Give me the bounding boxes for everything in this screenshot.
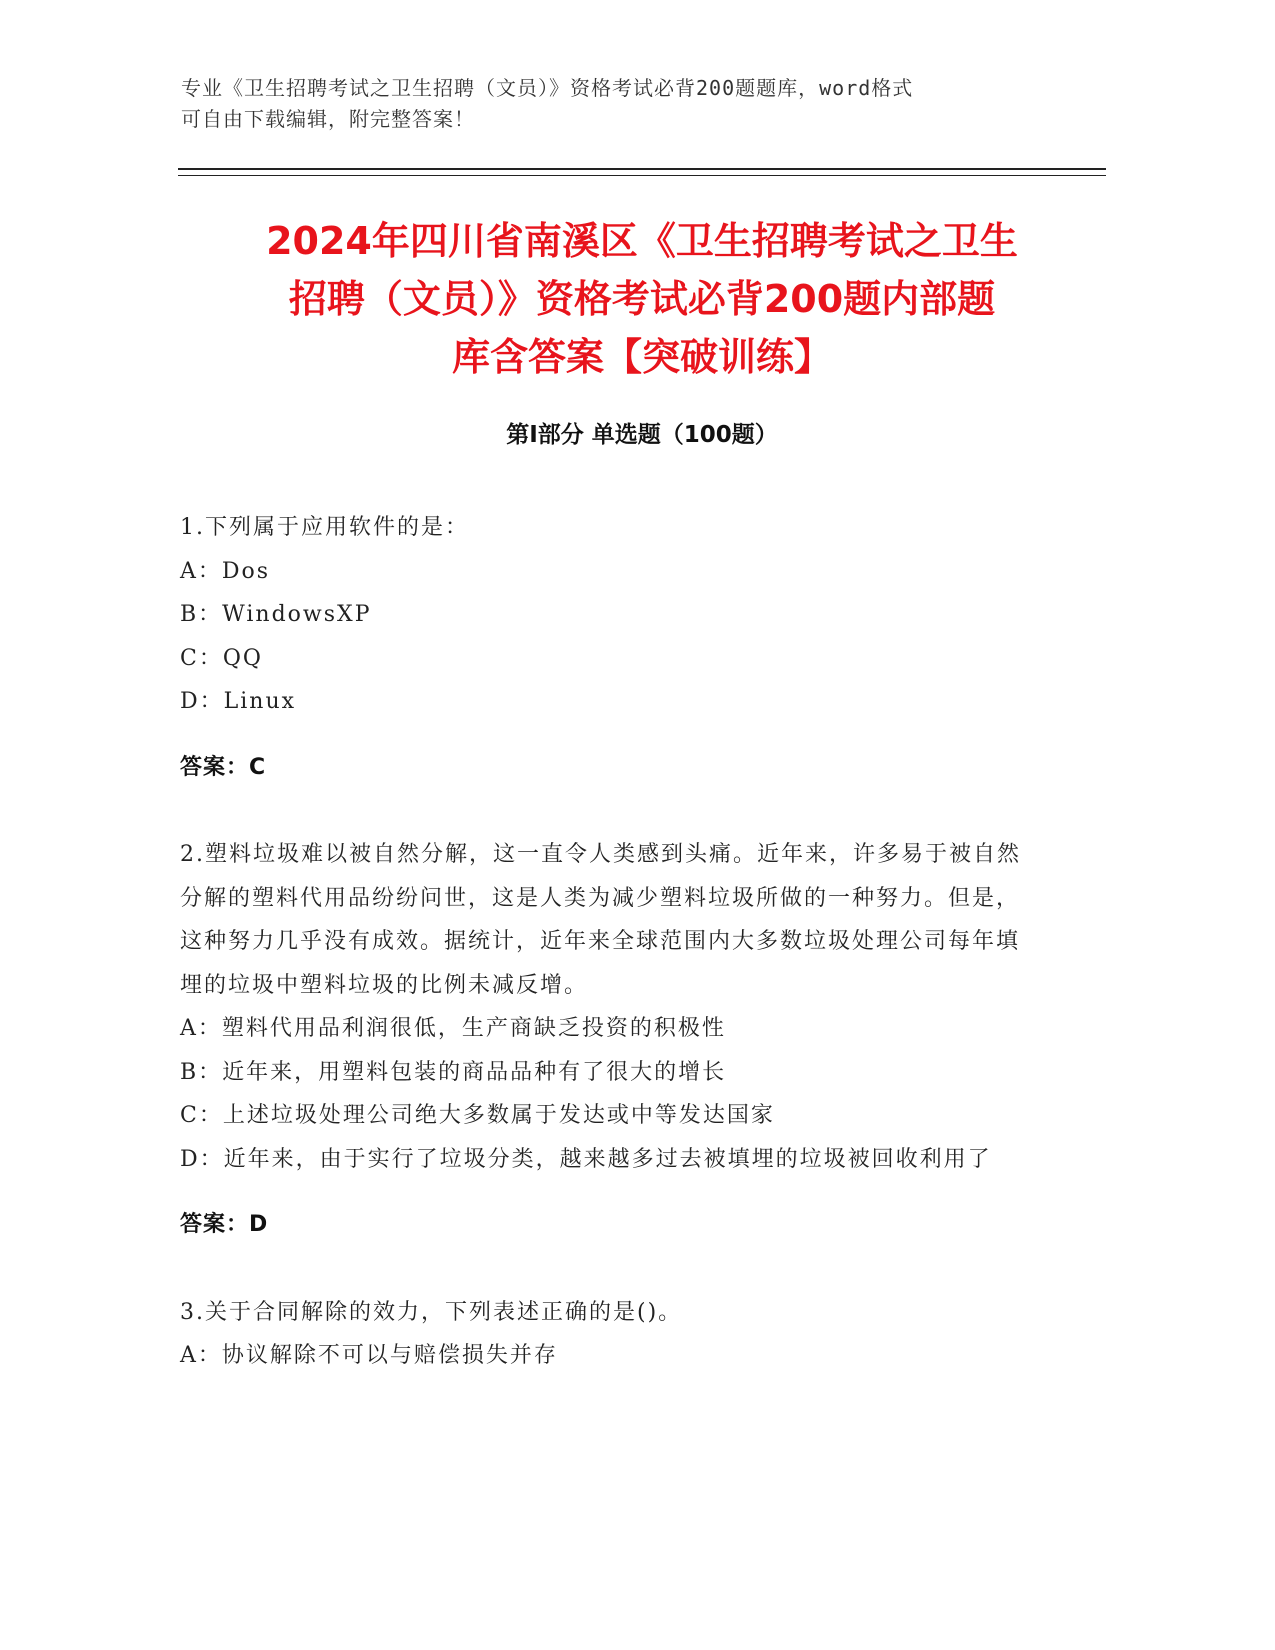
answer: 答案：C (180, 754, 267, 780)
option-a: A：Dos (180, 558, 271, 584)
answer: 答案：D (180, 1212, 269, 1237)
header-divider-thick (178, 168, 1106, 170)
option-c: C：QQ (180, 645, 263, 671)
question-2 (180, 833, 1040, 1247)
question-list (180, 506, 1040, 1422)
question-stem: 2.塑料垃圾难以被自然分解，这一直令人类感到头痛。近年来，许多易于被自然分解的塑料代用品纷纷问世，这是人类为减少塑料垃圾所做的一种努力。但是，这种努力几乎没有成效。据统计，近年来全球范围内大多数垃圾处理公司每年填埋的垃圾中塑料垃圾的比例未减反增。 (180, 842, 1021, 998)
option-b: B：近年来，用塑料包装的商品品种有了很大的增长 (180, 1059, 727, 1085)
title-line: 库含答案【突破训练】 (451, 335, 832, 379)
question-stem: 3.关于合同解除的效力，下列表述正确的是()。 (180, 1299, 683, 1325)
option-c: C：上述垃圾处理公司绝大多数属于发达或中等发达国家 (180, 1103, 775, 1128)
title-line: 2024年四川省南溪区《卫生招聘考试之卫生 (266, 219, 1018, 263)
option-a: A：协议解除不可以与赔偿损失并存 (180, 1343, 558, 1368)
header-note-line: 专业《卫生招聘考试之卫生招聘（文员）》资格考试必背200题题库，word格式 (181, 76, 914, 100)
question-stem: 1.下列属于应用软件的是： (180, 515, 469, 540)
question-3 (180, 1291, 1040, 1378)
option-d: D：近年来，由于实行了垃圾分类，越来越多过去被填埋的垃圾被回收利用了 (180, 1146, 992, 1172)
header-note (181, 73, 1061, 135)
option-a: A：塑料代用品利润很低，生产商缺乏投资的积极性 (180, 1016, 726, 1041)
header-note-line: 可自由下载编辑，附完整答案！ (181, 107, 475, 131)
option-d: D：Linux (180, 689, 297, 714)
document-title (178, 212, 1106, 386)
section-title: 第Ⅰ部分 单选题（100题） (506, 422, 778, 448)
option-b: B：WindowsXP (180, 602, 372, 627)
title-line: 招聘（文员）》资格考试必背200题内部题 (288, 277, 996, 321)
header-divider-thin (178, 175, 1106, 176)
question-1 (180, 506, 1040, 789)
